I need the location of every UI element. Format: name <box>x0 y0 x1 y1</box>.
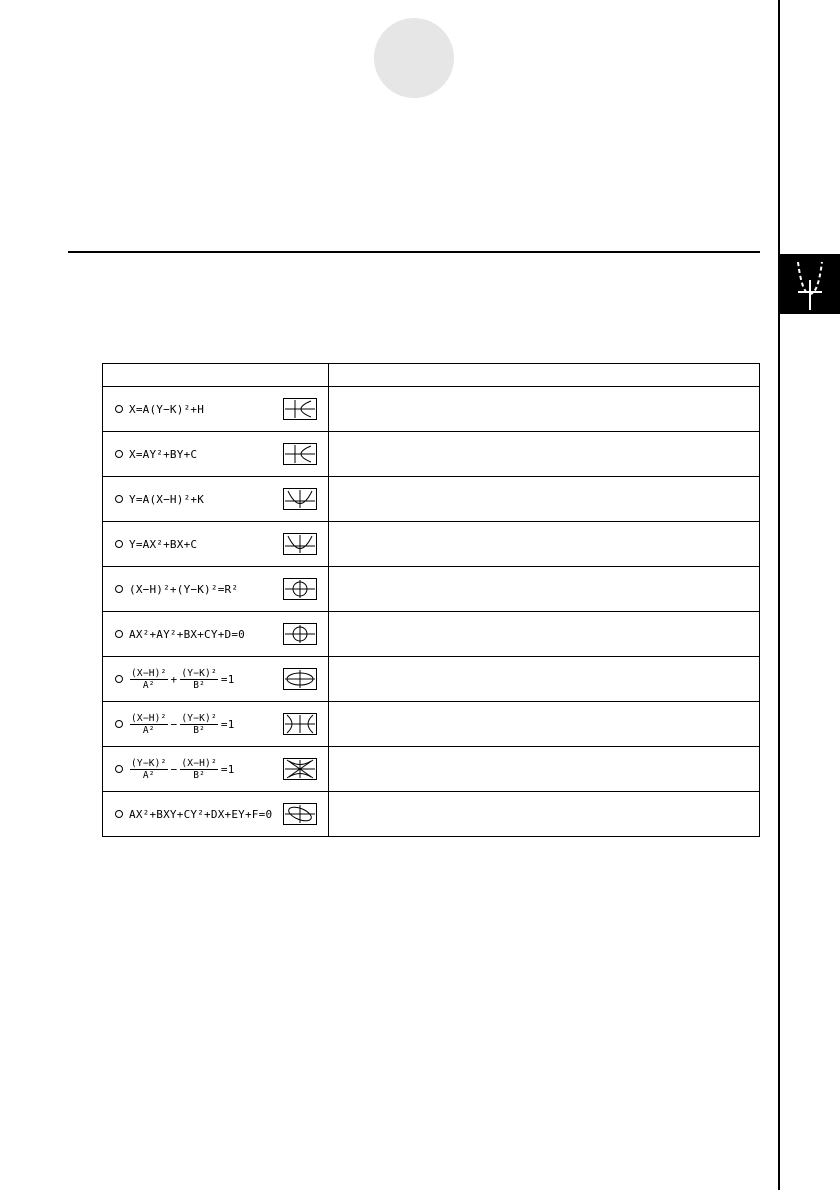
radio-icon[interactable] <box>115 495 123 503</box>
function-cell <box>103 522 329 567</box>
formula-text: X=AY²+BY+C <box>129 447 198 461</box>
denominator: A² <box>142 724 155 736</box>
parabola-horizontal-icon <box>283 398 317 420</box>
ellipse-icon <box>283 668 317 690</box>
radio-icon[interactable] <box>115 765 123 773</box>
radio-icon[interactable] <box>115 540 123 548</box>
formula-fraction <box>129 758 237 781</box>
equals-one: =1 <box>220 762 235 776</box>
formula-text: AX²+AY²+BX+CY+D=0 <box>129 627 245 641</box>
numerator: (Y−K)² <box>131 757 167 769</box>
operator: − <box>170 717 178 731</box>
function-cell <box>103 477 329 522</box>
circle-icon <box>283 578 317 600</box>
numerator: (X−H)² <box>131 667 167 679</box>
numerator: (X−H)² <box>181 757 217 769</box>
hyperbola-vertical-icon <box>283 758 317 780</box>
numerator: (Y−K)² <box>181 667 217 679</box>
description-cell <box>329 612 760 657</box>
function-cell <box>103 567 329 612</box>
conic-function-table <box>102 363 760 837</box>
function-cell <box>103 612 329 657</box>
description-cell <box>329 747 760 792</box>
description-cell <box>329 567 760 612</box>
table-row <box>103 432 760 477</box>
table-row <box>103 567 760 612</box>
table-row <box>103 657 760 702</box>
formula-text: AX²+BXY+CY²+DX+EY+F=0 <box>129 807 273 821</box>
denominator: B² <box>193 679 206 691</box>
numerator: (Y−K)² <box>181 712 217 724</box>
section-divider <box>68 251 760 253</box>
radio-icon[interactable] <box>115 720 123 728</box>
chapter-tab <box>780 254 840 314</box>
description-cell <box>329 522 760 567</box>
equals-one: =1 <box>220 717 235 731</box>
parabola-horizontal-icon <box>283 443 317 465</box>
operator: + <box>170 672 178 686</box>
radio-icon[interactable] <box>115 675 123 683</box>
table-row <box>103 747 760 792</box>
function-cell <box>103 702 329 747</box>
parabola-vertical-icon <box>283 533 317 555</box>
function-cell <box>103 792 329 837</box>
formula-fraction <box>129 713 237 736</box>
description-cell <box>329 387 760 432</box>
parabola-vertical-icon <box>283 488 317 510</box>
general-conic-icon <box>283 803 317 825</box>
circle-icon <box>283 623 317 645</box>
description-cell <box>329 477 760 522</box>
radio-icon[interactable] <box>115 450 123 458</box>
numerator: (X−H)² <box>131 712 167 724</box>
radio-icon[interactable] <box>115 630 123 638</box>
description-cell <box>329 702 760 747</box>
parabola-graph-icon <box>780 254 840 314</box>
function-cell <box>103 747 329 792</box>
operator: − <box>170 762 178 776</box>
formula-text: Y=AX²+BX+C <box>129 537 198 551</box>
page-edge-rule <box>778 0 780 1190</box>
radio-icon[interactable] <box>115 585 123 593</box>
table-row <box>103 387 760 432</box>
description-cell <box>329 657 760 702</box>
table-row <box>103 477 760 522</box>
table-row <box>103 612 760 657</box>
denominator: A² <box>142 679 155 691</box>
table-row <box>103 522 760 567</box>
table-row <box>103 702 760 747</box>
function-cell <box>103 387 329 432</box>
denominator: A² <box>142 769 155 781</box>
formula-text: (X−H)²+(Y−K)²=R² <box>129 582 239 596</box>
equals-one: =1 <box>220 672 235 686</box>
function-cell <box>103 657 329 702</box>
decor-circle <box>374 18 454 98</box>
radio-icon[interactable] <box>115 405 123 413</box>
formula-text: Y=A(X−H)²+K <box>129 492 205 506</box>
denominator: B² <box>193 724 206 736</box>
table-row <box>103 792 760 837</box>
formula-text: X=A(Y−K)²+H <box>129 402 205 416</box>
table-header-function <box>103 364 329 387</box>
denominator: B² <box>193 769 206 781</box>
formula-fraction <box>129 668 237 691</box>
function-cell <box>103 432 329 477</box>
description-cell <box>329 432 760 477</box>
table-header-row <box>103 364 760 387</box>
table-header-description <box>329 364 760 387</box>
radio-icon[interactable] <box>115 810 123 818</box>
description-cell <box>329 792 760 837</box>
hyperbola-horizontal-icon <box>283 713 317 735</box>
